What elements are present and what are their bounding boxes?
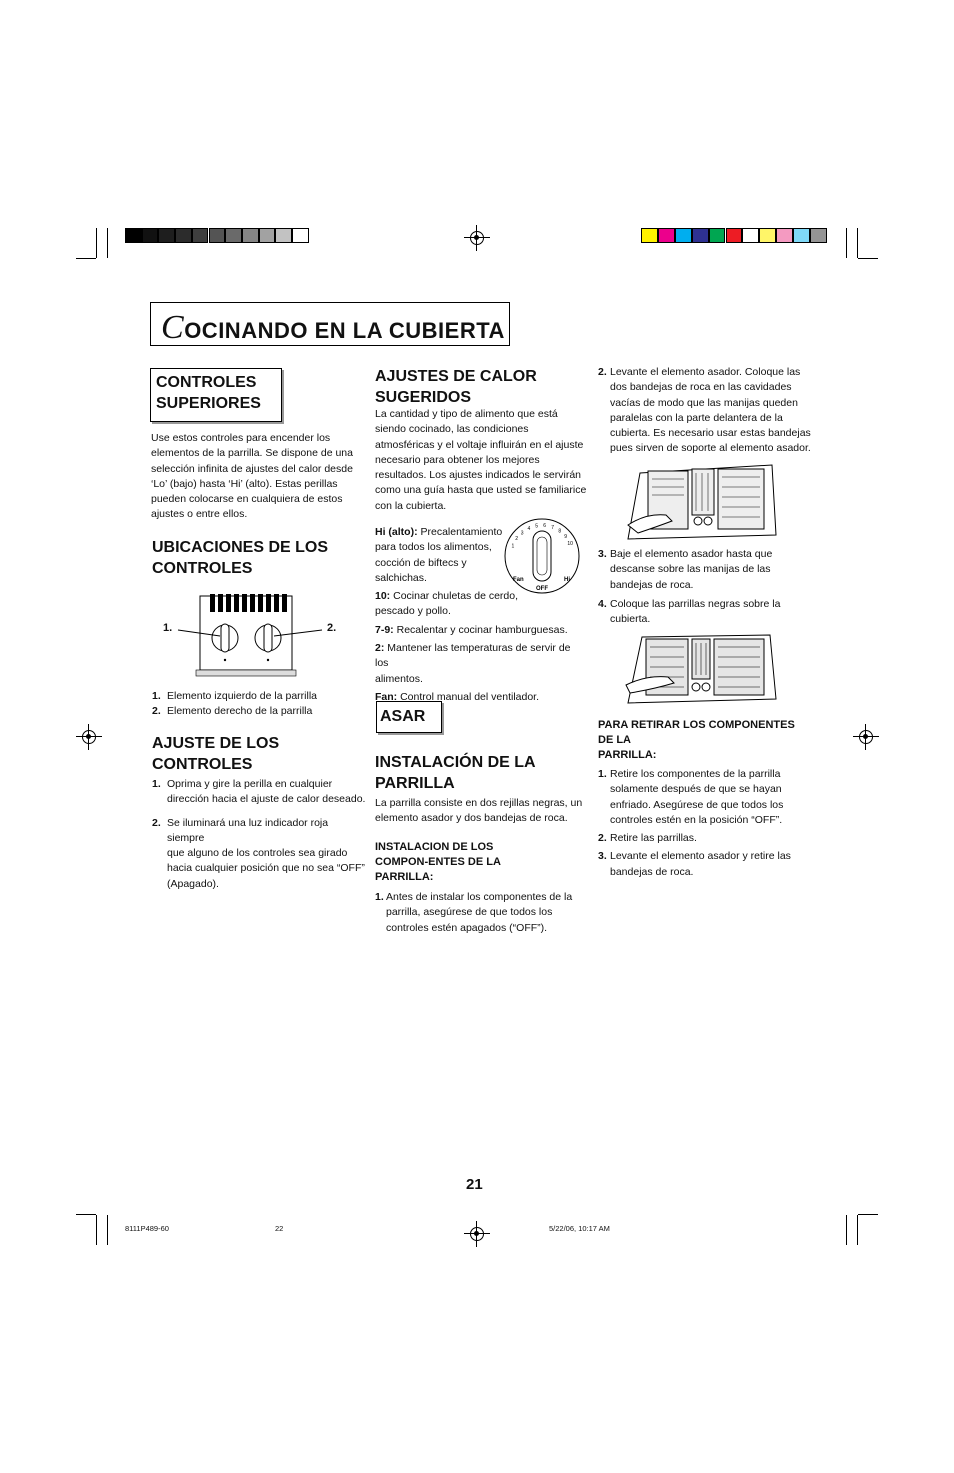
color-swatch [192,228,209,243]
instalacion-heading: INSTALACIÓN DE LA PARRILLA [375,754,536,792]
grill-complete-illustration [624,633,778,705]
crop-mark [846,228,847,258]
dial-hi-label: Hi [564,577,570,583]
color-swatch [242,228,259,243]
control-panel-illustration [160,588,360,684]
color-swatch [158,228,175,243]
list-item: 1. Elemento izquierdo de la parrilla [152,690,317,702]
crop-mark [858,258,878,259]
color-swatch [692,228,709,243]
color-swatch [225,228,242,243]
setting-7-9: 7-9: Recalentar y cocinar hamburguesas. [375,623,568,636]
setting-hi: Hi (alto): Precalentamiento para todos los alimentos, cocción de biftecs y salchichas. [375,526,503,584]
setting-2: 2: Mantener las temperaturas de servir de los alimentos. [375,642,571,685]
dial-tick-label: 1 [511,543,515,550]
crop-mark [858,1214,878,1215]
registration-mark-icon [468,1225,486,1243]
controles-superiores-text: Use estos controles para encender los elementos de la parrilla. Se dispone de una selección infinita de ajustes del calor desde ‘Lo’ (bajo) hasta ‘Hi’ (alto). Estas perillas pueden colocarse en cualquiera de estos ajustes o entre ellos. [151,432,353,521]
figure-label-2: 2. [327,622,337,634]
dial-fan-label: Fan [513,577,524,583]
setting-10: 10: Cocinar chuletas de cerdo, pescado y pollo. [375,590,519,618]
color-swatch [726,228,743,243]
list-item: 2. Elemento derecho de la parrilla [152,705,313,718]
instalacion-step-1: 1. Antes de instalar los componentes de la parrilla, asegúrese de que todos los controles estén apagados (“OFF”). [375,891,573,934]
control-dial-illustration [503,517,581,595]
list-item: 2. Se iluminará una luz indicador roja siempre que alguno de los controles sea girado hacia cualquier posición que no sea “OFF” (Apagado). [152,816,365,890]
setting-fan: Fan: Control manual del ventilador. [375,690,540,703]
controles-superiores-heading: CONTROLES SUPERIORES [156,374,261,412]
instalacion-step-3: 3. Baje el elemento asador hasta que descanse sobre las manijas de las bandejas de roca. [598,548,773,591]
instalacion-step-4: 4. Coloque las parrillas negras sobre la cubierta. [598,598,781,626]
figure-label-1: 1. [163,622,173,634]
color-swatch [776,228,793,243]
registration-mark-icon [80,728,98,746]
color-swatch [209,228,226,243]
ajuste-heading: AJUSTE DE LOS CONTROLES [152,735,280,773]
list-item: 1. Oprima y gire la perilla en cualquier dirección hacia el ajuste de calor deseado. [152,778,366,806]
list-item: 2. Retire las parrillas. [598,832,697,845]
dial-tick-label: 3 [520,530,524,537]
crop-mark [96,1215,97,1245]
color-swatch [810,228,827,243]
color-swatch [142,228,159,243]
instalacion-text: La parrilla consiste en dos rejillas negras, un elemento asador y dos bandejas de roca. [375,797,583,825]
dial-tick-label: 2 [515,536,518,543]
color-swatch [259,228,276,243]
retirar-list [598,767,813,880]
crop-mark [846,1215,847,1245]
dial-tick-label: 10 [567,540,573,547]
dial-tick-label: 6 [543,523,547,530]
ajustes-text: La cantidad y tipo de alimento que está siendo cocinado, las condiciones atmosféricas y el voltaje influirán en el ajuste necesario para obtener los mejores resultados. Los ajustes indicados le servirán como una guía hasta que usted se familiarice con la cubierta. [375,408,587,512]
color-swatch [709,228,726,243]
page-title [150,302,510,346]
dial-off-label: OFF [536,586,548,592]
retirar-subheading: PARA RETIRAR LOS COMPONENTES DE LA PARRILLA: [598,719,795,761]
footer-page: 22 [275,1224,284,1233]
ubicaciones-list [152,689,367,720]
registration-mark-icon [857,728,875,746]
grill-install-illustration [626,463,778,541]
crop-mark [96,228,97,258]
crop-mark [107,228,108,258]
title-text: OCINANDO EN LA CUBIERTA [184,318,505,343]
page-number: 21 [466,1176,483,1193]
color-swatch [759,228,776,243]
color-swatch [793,228,810,243]
dial-tick-label: 5 [535,523,538,530]
list-item: 3. Levante el elemento asador y retire las bandejas de roca. [598,850,791,878]
crop-mark [107,1215,108,1245]
crop-mark [857,1215,858,1245]
ubicaciones-heading: UBICACIONES DE LOS CONTROLES [152,539,329,577]
dial-tick-label: 8 [558,528,562,535]
instalacion-step-2: 2. Levante el elemento asador. Coloque las dos bandejas de roca en las cavidades vacías de modo que las manijas queden paralelas con la parte delantera de la cubierta. Es necesario usar estas bandejas pues sirven de soporte al elemento asador. [598,366,811,455]
crop-mark [857,228,858,258]
ajuste-list [152,777,367,892]
color-swatch [675,228,692,243]
color-swatch [125,228,142,243]
color-swatch [175,228,192,243]
color-swatch [658,228,675,243]
dial-tick-label: 4 [527,525,531,532]
color-swatch [275,228,292,243]
registration-mark-icon [468,229,486,247]
color-swatch [742,228,759,243]
dial-tick-label: 9 [564,534,568,541]
title-initial: C [161,309,185,346]
crop-mark [76,258,96,259]
crop-mark [76,1214,96,1215]
asar-heading: ASAR [380,708,426,725]
footer-date: 5/22/06, 10:17 AM [549,1224,610,1233]
color-swatch [292,228,309,243]
footer-file: 8111P489-60 [125,1224,169,1233]
color-swatch [641,228,658,243]
ajustes-heading: AJUSTES DE CALOR SUGERIDOS [375,368,537,406]
list-item: 1. Retire los componentes de la parrilla solamente después de que se hayan enfriado. Asegúrese de que todos los controles estén en la posición “OFF”. [598,768,784,826]
instalacion-subheading: INSTALACION DE LOS COMPON-ENTES DE LA PARRILLA: [375,841,501,883]
dial-tick-label: 7 [551,524,554,531]
